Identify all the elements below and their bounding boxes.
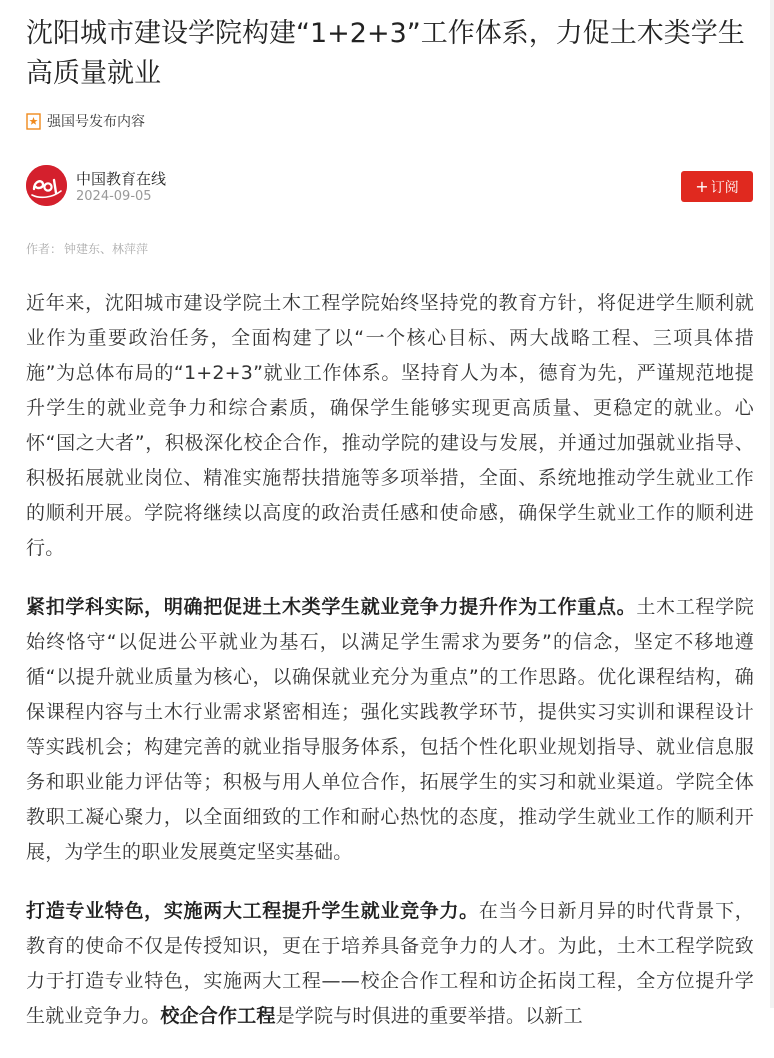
byline [26, 240, 148, 257]
plus-icon: + [695, 176, 709, 196]
subscribe-button[interactable] [681, 171, 753, 202]
author-bar [26, 165, 753, 209]
body-paragraph-3 [26, 894, 754, 1034]
paragraph-2-heading: 紧扣学科实际，明确把促进土木类学生就业竞争力提升作为工作重点。 [26, 596, 637, 618]
paragraph-3-heading: 打造专业特色，实施两大工程提升学生就业竞争力。 [26, 900, 479, 922]
paragraph-2-text: 土木工程学院始终恪守“以促进公平就业为基石，以满足学生需求为要务”的信念，坚定不移地遵循“以提升就业质量为核心，以确保就业充分为重点”的工作思路。优化课程结构，确保课程内容与土木行业需求紧密相连；强化实践教学环节，提供实习实训和课程设计等实践机会；构建完善的就业指导服务体系，包括个性化职业规划指导、就业信息服务和职业能力评估等；积极与用人单位合作，拓展学生的实习和就业渠道。学院全体教职工凝心聚力，以全面细致的工作和耐心热忱的态度，推动学生就业工作的顺利开展，为学生的职业发展奠定坚实基础。 [26, 596, 755, 863]
author-avatar[interactable] [26, 165, 67, 206]
byline-names: 钟建东、林萍萍 [64, 242, 149, 256]
article-body [26, 286, 754, 1058]
paragraph-3-text: 在当今日新月异的时代背景下，教育的使命不仅是传授知识，更在于培养具备竞争力的人才。为此，土木工程学院致力于打造专业特色，实施两大工程——校企合作工程和访企拓岗工程，全方位提升学生就业竞争力。 [26, 900, 754, 1027]
eol-logo-icon [26, 165, 67, 206]
bookmark-star-icon [26, 113, 41, 130]
subscribe-label: 订阅 [710, 179, 739, 196]
paragraph-3-text-cont: 是学院与时俱进的重要举措。以新工 [275, 1005, 583, 1027]
body-paragraph-1: 近年来，沈阳城市建设学院土木工程学院始终坚持党的教育方针，将促进学生顺利就业作为重要政治任务，全面构建了以“一个核心目标、两大战略工程、三项具体措施”为总体布局的“1+2+3”就业工作体系。坚持育人为本，德育为先，严谨规范地提升学生的就业竞争力和综合素质，确保学生能够实现更高质量、更稳定的就业。心怀“国之大者”，积极深化校企合作，推动学院的建设与发展，并通过加强就业指导、积极拓展就业岗位、精准实施帮扶措施等多项举措，全面、系统地推动学生就业工作的顺利开展。学院将继续以高度的政治责任感和使命感，确保学生就业工作的顺利进行。 [26, 292, 754, 559]
byline-label: 作者： [26, 242, 63, 256]
article-title: 沈阳城市建设学院构建“1+2+3”工作体系，力促土木类学生高质量就业 [26, 18, 745, 89]
source-label: 强国号发布内容 [47, 114, 145, 130]
source-tag [26, 110, 145, 132]
author-name[interactable]: 中国教育在线 [76, 170, 167, 188]
scrollbar-track[interactable] [770, 0, 774, 1008]
paragraph-3-subheading: 校企合作工程 [160, 1005, 276, 1027]
publish-date: 2024-09-05 [76, 189, 152, 204]
body-paragraph-2 [26, 590, 754, 870]
